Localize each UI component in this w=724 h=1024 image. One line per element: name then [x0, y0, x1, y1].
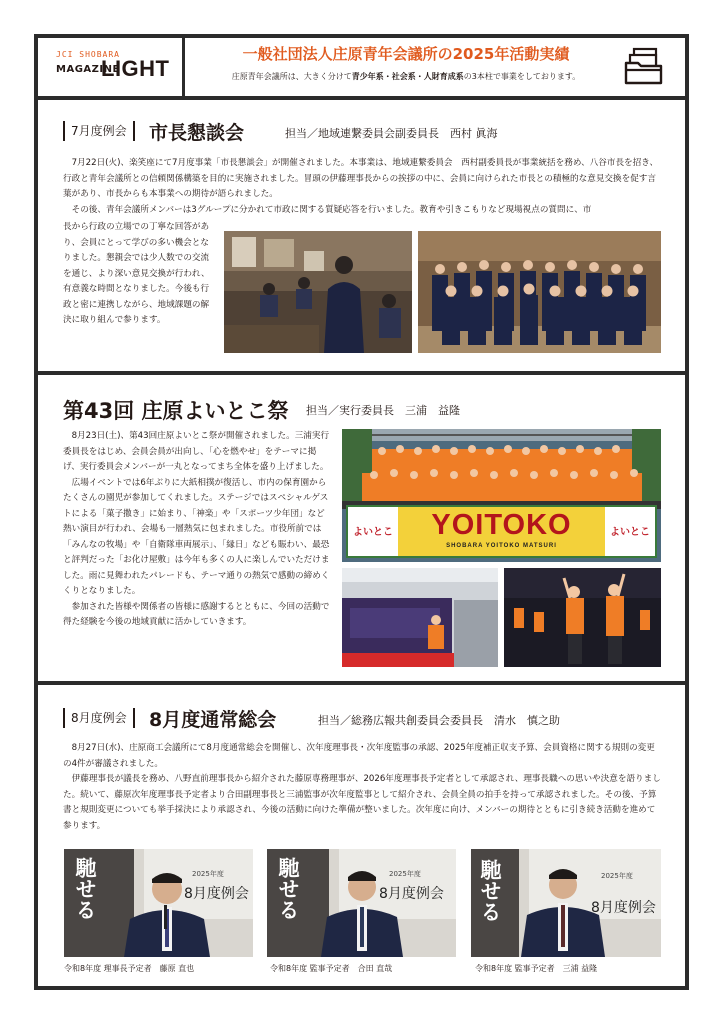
banner-text-2b: 8月度例会: [379, 886, 444, 902]
banner-year-1: 2025年度: [192, 870, 224, 878]
subtitle-bold: 青少年系・社会系・人財育成系: [351, 72, 464, 81]
section2-title: 第43回 庄原よいとこ祭: [63, 399, 289, 423]
section3-para1: 8月27日(水)、庄原商工会議所にて8月度通常総会を開催し、次年度理事長・次年度監事の承認、2025年度補正収支予算、会員資格に関する規則の変更の4件が審議されました。: [63, 743, 655, 769]
banner-text-1c: 馳せる: [478, 859, 502, 922]
page-title: 一般社団法人庄原青年会議所の2025年活動実績: [242, 45, 570, 63]
photo-mayor-group: [418, 231, 661, 353]
logo-light-text: LIGHT: [101, 56, 170, 81]
section2-para1: 8月23日(土)、第43回庄原よいとこ祭が開催されました。三浦実行委員長をはじめ、会員会員が出向し、「心を燃やせ」をテーマに掲げ、実行委員会メンバーが一丸となってまち全体を盛り上げました。: [63, 431, 330, 472]
section1-para2-rest: 長から行政の立場での丁寧な回答があり、会員にとって学びの多い機会となりました。懇親会では少人数での交流を通じ、より深い意見交換が行われ、有意義な時間となりました。今後も行政と密に連携しながら、地域課題の解決に取り組んで参ります。: [63, 222, 210, 325]
banner-year-2: 2025年度: [389, 870, 421, 878]
sign-left-badge: [348, 507, 398, 556]
banner-year-3: 2025年度: [601, 872, 633, 880]
banner-text-1b: 馳せる: [276, 857, 300, 920]
photo-mayor-qa: [224, 231, 412, 353]
banner-text-1: 馳せる: [73, 857, 97, 920]
section3-para2: 伊藤理事長が議長を務め、八野直前理事長から紹介された藤原専務理事が、2026年度理事長予定者として承認され、理事長職への思いや決意を語りました。続いて、藤原次年度理事長予定者より合田副理事長と三浦監事が次年度監事として紹介され、会員全員の拍手を持って承認されました。その後、予算書と規則変更についても挙手採決により承認され、今後の活動に向けた準備が整いました。次年度に向け、メンバーの期待とともに引き続き活動を進めて参ります。: [63, 774, 661, 831]
photo-festival-parade: [504, 568, 661, 667]
banner-text-2c: 8月度例会: [591, 900, 656, 916]
section2-para2: 広場イベントでは6年ぶりに大紙相撲が復活し、市内の保育園からたくさんの園児が参加してくれました。ステージではスペシャルゲストによる「菓子撒き」に始まり、「神楽」や「スポーツ少年団」など熱い演目が行われ、会場も一層熱気に包まれました。市役所前では「みんなの牧場」や「自衛隊車両展示」、「縁日」なども賑わい、最恐と評判だった「お化け屋敷」は今年も多くの人に楽しんでいただけました。雨に見舞われたパレードも、テーマ通りの熱気で感動の締めくくりとなりました。: [63, 477, 330, 596]
section3-person: 担当／総務広報共創委員会委員長 清水 慎之助: [318, 714, 560, 727]
section1-para2-line: その後、青年会議所メンバーは3グループに分かれて市政に関する質疑応答を行いました。教育や引きこもりなど現場視点の質問に、市: [71, 204, 592, 215]
section1-para1: 7月22日(火)、楽笑座にて7月度事業「市長懇談会」が開催されました。本事業は、地域連繋委員会 西村副委員長が事業統括を務め、八谷市長を招き、行政と青年会議所との信頼関係構築を目的に実施されました。冒頭の伊藤理事長からの挨拶の中に、会員に向けられた市長との積極的な意見交換を促す言葉があり、市長からも本事業への期待が語られました。: [63, 158, 659, 199]
sign-badge-text: よいとこ: [353, 527, 393, 538]
section1-person: 担当／地域連繋委員会副委員長 西村 眞海: [285, 127, 498, 140]
sign-badge-text-right: よいとこ: [610, 527, 650, 538]
caption-3: 令和8年度 監事予定者 三浦 益隆: [475, 964, 598, 973]
logo-jci-text: JCI SHOBARA: [56, 50, 120, 59]
photo-auditor-elect-1: [267, 849, 456, 957]
photo-festival-stage: [342, 568, 498, 667]
section1-body-side: [63, 220, 217, 329]
section1-title: 市長懇談会: [149, 122, 245, 144]
caption-2: 令和8年度 監事予定者 合田 直哉: [270, 964, 393, 973]
section3-tag: 8月度例会: [63, 708, 135, 728]
section3-title: 8月度通常総会: [149, 709, 277, 731]
photo-auditor-elect-2: [471, 849, 661, 957]
sign-yoitoko-text: YOITOKO: [431, 509, 572, 541]
section3-body: [63, 741, 661, 834]
photo-chair-elect: [64, 849, 253, 957]
banner-text-2: 8月度例会: [184, 886, 249, 902]
section2-person: 担当／実行委員長 三浦 益隆: [306, 404, 460, 417]
section2-para3: 参加された皆様や関係者の皆様に感謝するとともに、今回の活動で得た経験を今後の地域貢献に活かしていきます。: [63, 601, 330, 627]
subtitle-pre: 庄原青年会議所は、大きく分けて: [231, 72, 352, 81]
section1-body: [63, 156, 661, 218]
subtitle-post: の3本柱で事業をしております。: [463, 72, 581, 81]
section1-tag: 7月度例会: [63, 121, 135, 141]
page-subtitle: [196, 71, 616, 82]
logo-magazine-text: MAGAZINE: [56, 64, 120, 75]
sign-right-badge: [605, 507, 655, 556]
folder-stack-icon: [624, 46, 664, 86]
sign-sub-text: SHOBARA YOITOKO MATSURI: [446, 543, 557, 549]
yoitoko-sign: [346, 505, 657, 558]
section2-body: [63, 429, 331, 631]
caption-1: 令和8年度 理事長予定者 藤原 直也: [64, 964, 195, 973]
